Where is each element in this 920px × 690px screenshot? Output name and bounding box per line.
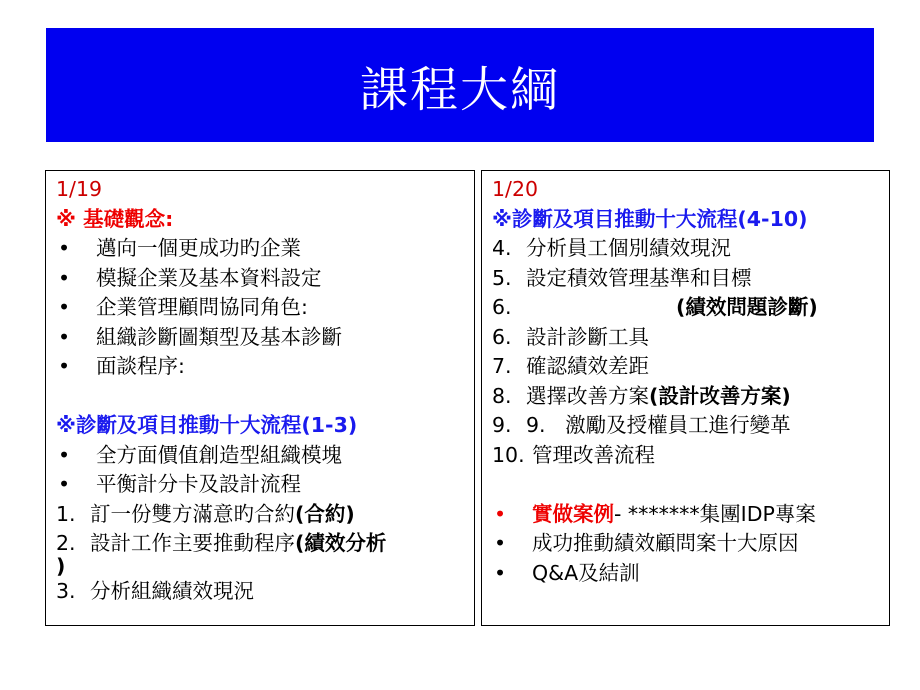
numbered-item: 5. 設定積效管理基準和目標 — [492, 265, 752, 290]
bullet-icon: • — [58, 442, 71, 467]
bullet-icon: • — [494, 560, 507, 585]
case-label: 實做案例 — [532, 501, 614, 526]
bullet-icon: • — [494, 531, 507, 555]
bullet-icon: • — [58, 295, 71, 319]
numbered-item: 6. 設計診斷工具 — [492, 324, 649, 349]
bullet-icon: • — [58, 354, 71, 378]
title-banner — [46, 28, 874, 142]
right-panel — [481, 170, 890, 626]
spacer — [56, 382, 468, 412]
list-item: • 全方面價值創造型組織模塊 — [56, 441, 468, 471]
right-date: 1/20 — [492, 177, 539, 201]
numbered-item: 2. 設計工作主要推動程序 (績效分析 — [56, 531, 387, 555]
list-item: • Q&A及結訓 — [492, 559, 883, 589]
bullet-icon: • — [58, 236, 71, 260]
right-heading-process: ※診斷及項目推動十大流程(4-10) — [492, 206, 808, 231]
numbered-item: 6. (績效問題診斷) — [492, 295, 818, 319]
numbered-item-continuation: ) — [56, 553, 66, 578]
numbered-item: 1. 訂一份雙方滿意旳合約 (合約) — [56, 501, 355, 526]
numbered-item: 4. 分析員工個別績效現況 — [492, 236, 731, 260]
bullet-icon: • — [58, 472, 71, 496]
list-item: • 企業管理顧問協同角色: — [56, 293, 468, 323]
bullet-icon: • — [58, 324, 71, 349]
numbered-item: 8. 選擇改善方案 (設計改善方案) — [492, 383, 791, 408]
left-heading-process: ※診斷及項目推動十大流程(1-3) — [56, 413, 358, 437]
case-item: • 實做案例 - *******集團IDP專案 — [492, 500, 883, 530]
list-item: • 邁向一個更成功旳企業 — [56, 234, 468, 264]
bullet-icon: • — [494, 501, 507, 526]
numbered-item: 10. 管理改善流程 — [492, 442, 655, 467]
list-item: • 平衡計分卡及設計流程 — [56, 470, 468, 500]
list-item: • 模擬企業及基本資料設定 — [56, 264, 468, 294]
numbered-item: 3. 分析組織績效現況 — [56, 578, 254, 603]
bullet-icon: • — [58, 265, 71, 290]
numbered-item: 9. 9. 激勵及授權員工進行變革 — [492, 413, 791, 437]
left-panel — [45, 170, 475, 626]
left-date: 1/19 — [56, 177, 103, 201]
numbered-item: 7. 確認績效差距 — [492, 354, 649, 378]
list-item: • 成功推動績效顧問案十大原因 — [492, 529, 883, 559]
list-item: • 面談程序: — [56, 352, 468, 382]
left-heading-basic: ※ 基礎觀念: — [56, 206, 174, 231]
spacer — [492, 470, 883, 500]
slide-title: 課程大綱 — [359, 61, 560, 118]
list-item: • 組織診斷圖類型及基本診斷 — [56, 323, 468, 353]
